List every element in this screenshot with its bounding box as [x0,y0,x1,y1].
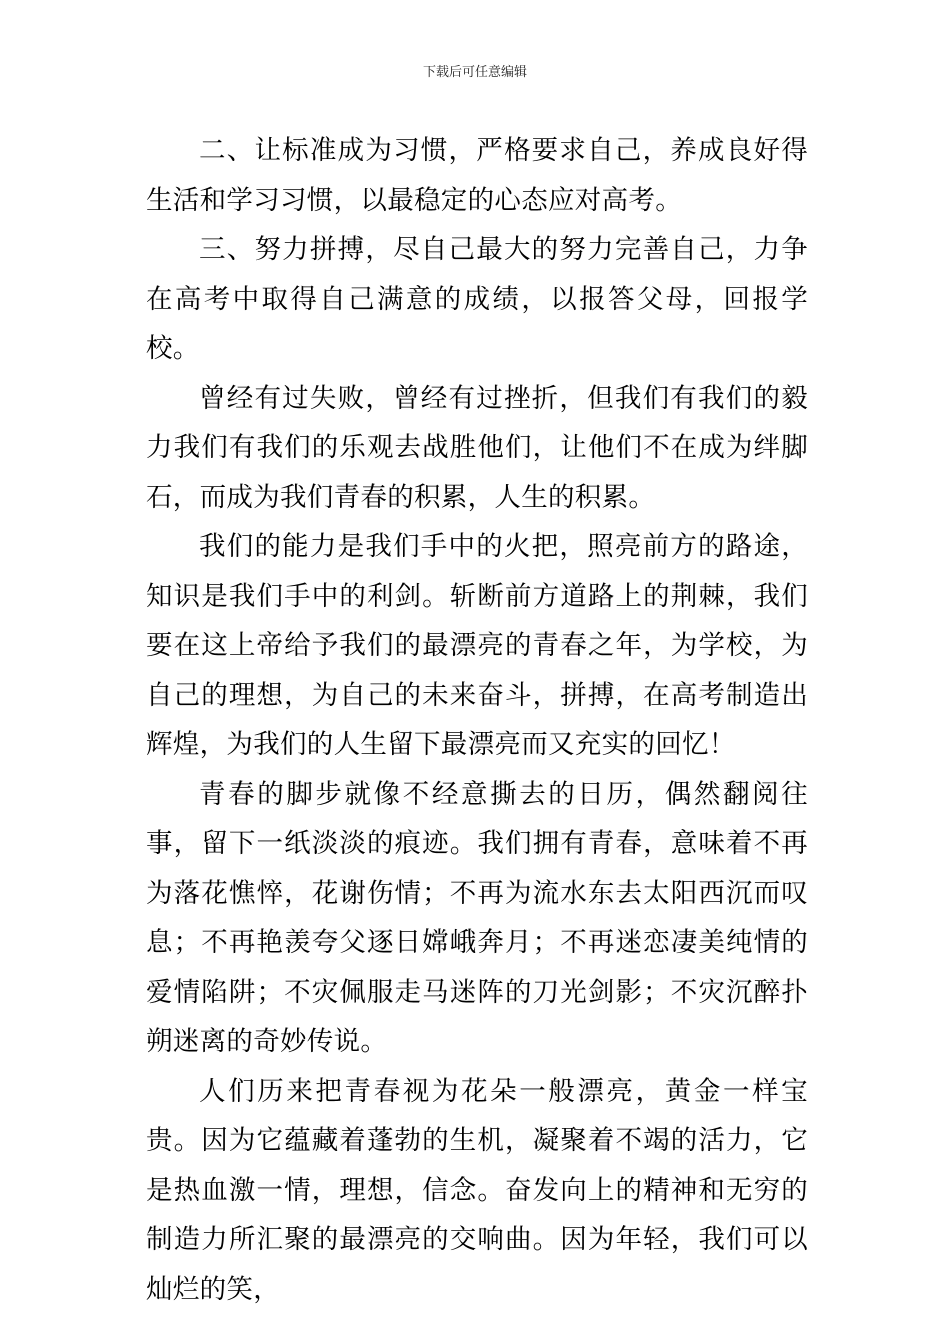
paragraph-ability-torch: 我们的能力是我们手中的火把，照亮前方的路途，知识是我们手中的利剑。斩断前方道路上的荆棘，我们要在这上帝给予我们的最漂亮的青春之年，为学校，为自己的理想，为自己的未来奋斗，拼搏，在高考制造出辉煌，为我们的人生留下最漂亮而又充实的回忆！ [146,531,808,760]
page-header-note: 下载后可任意编辑 [422,65,527,80]
paragraph-youth-steps: 青春的脚步就像不经意撕去的日历，偶然翻阅往事，留下一纸淡淡的痕迹。我们拥有青春，意味着不再为落花憔悴，花谢伤情；不再为流水东去太阳西沉而叹息；不再艳羡夸父逐日嫦峨奔月；不再迷恋凄美纯情的爱情陷阱；不灾佩服走马迷阵的刀光剑影；不灾沉醉扑朔迷离的奇妙传说。 [146,778,808,1057]
paragraph-strive-hard: 三、努力拼搏，尽自己最大的努力完善自己，力争在高考中取得自己满意的成绩，以报答父母，回报学校。 [146,234,808,364]
document-body [146,126,808,1314]
paragraph-standards-habit: 二、让标准成为习惯，严格要求自己，养成良好得生活和学习习惯，以最稳定的心态应对高考。 [146,135,808,216]
paragraph-failure-setbacks: 曾经有过失败，曾经有过挫折，但我们有我们的毅力我们有我们的乐观去战胜他们，让他们不在成为绊脚石，而成为我们青春的积累，人生的积累。 [146,382,808,513]
paragraph-youth-flowers: 人们历来把青春视为花朵一般漂亮，黄金一样宝贵。因为它蕴藏着蓬勃的生机，凝聚着不竭的活力，它是热血激一情，理想，信念。奋发向上的精神和无穷的制造力所汇聚的最漂亮的交响曲。因为年轻，我们可以灿烂的笑， [146,1075,808,1305]
